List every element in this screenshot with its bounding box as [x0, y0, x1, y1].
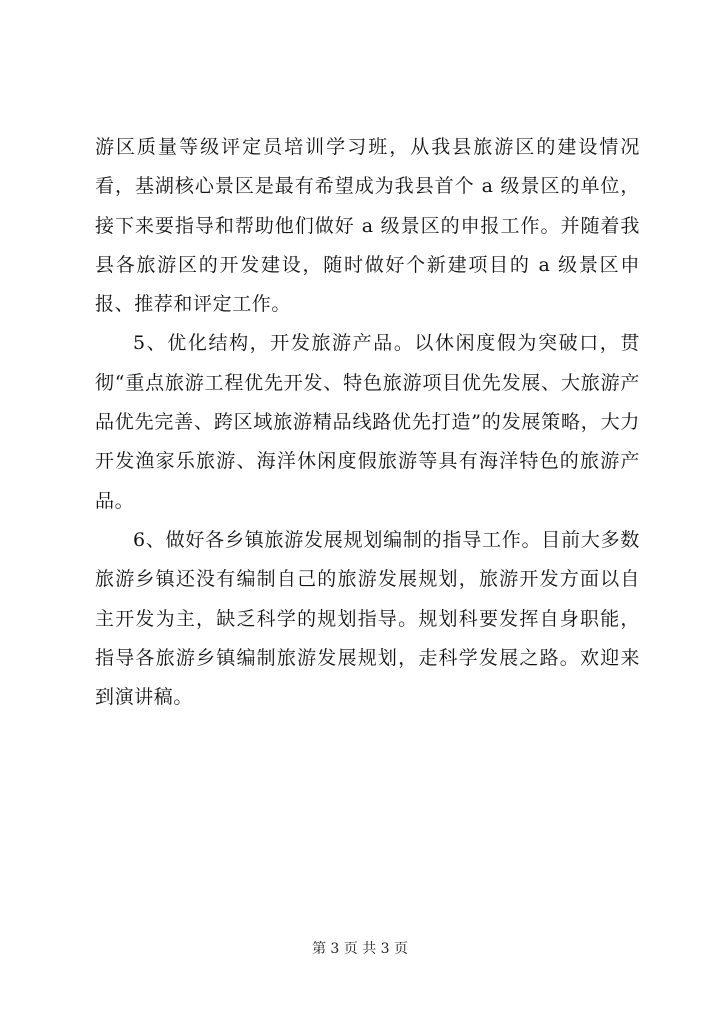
- document-body: [95, 128, 640, 717]
- page-footer: 第 3 页 共 3 页: [311, 941, 409, 957]
- paragraph-continuation: 游区质量等级评定员培训学习班，从我县旅游区的建设情况看，基湖核心景区是最有希望成为我县首个 a 级景区的单位，接下来要指导和帮助他们做好 a 级景区的申报工作。并随着我县各旅游区的开发建设，随时做好个新建项目的 a 级景区申报、推荐和评定工作。: [95, 136, 640, 316]
- paragraph-item-5: 5、优化结构，开发旅游产品。以休闲度假为突破口，贯彻“重点旅游工程优先开发、特色旅游项目优先发展、大旅游产品优先完善、跨区域旅游精品线路优先打造”的发展策略，大力开发渔家乐旅游、海洋休闲度假旅游等具有海洋特色的旅游产品。: [95, 332, 640, 512]
- paragraph-item-6: 6、做好各乡镇旅游发展规划编制的指导工作。目前大多数旅游乡镇还没有编制自己的旅游发展规划，旅游开发方面以自主开发为主，缺乏科学的规划指导。规划科要发挥自身职能，指导各旅游乡镇编制旅游发展规划，走科学发展之路。欢迎来到演讲稿。: [95, 528, 640, 709]
